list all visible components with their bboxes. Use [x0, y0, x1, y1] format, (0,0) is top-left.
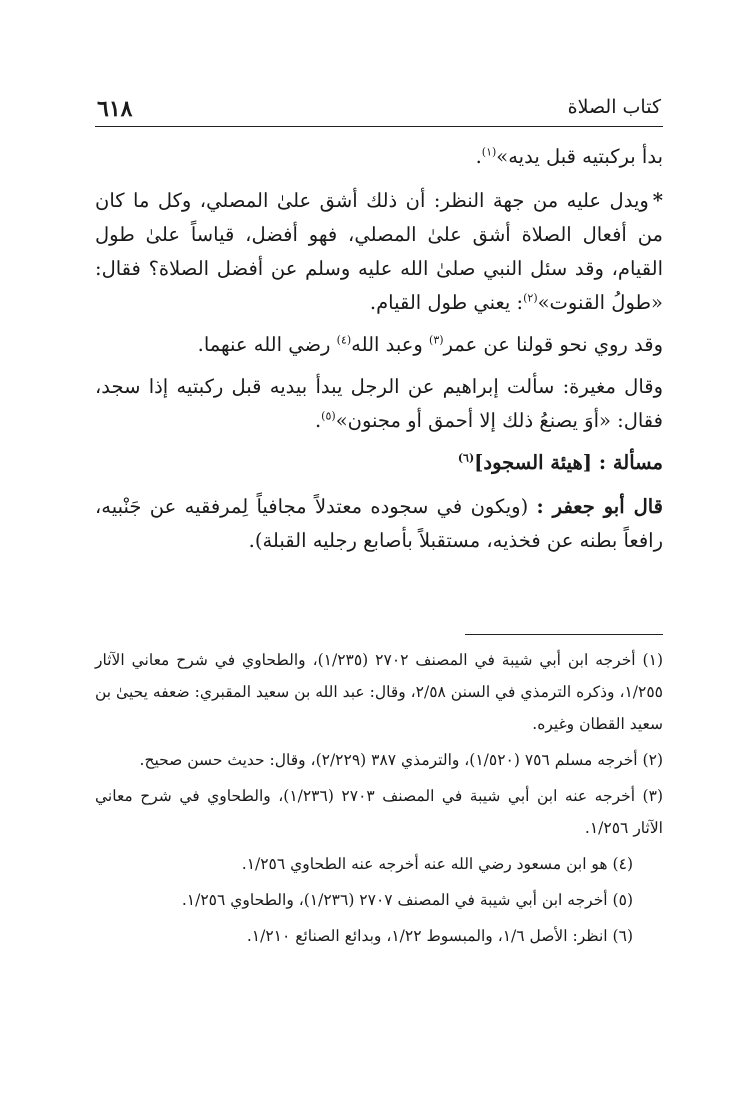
paragraph-5 — [95, 490, 663, 558]
paragraph-tail: . — [314, 409, 322, 432]
footnote-ref-5[interactable]: (٥) — [321, 409, 336, 423]
paragraph-tail: . — [475, 145, 482, 168]
issue-label: مسألة : — [598, 451, 663, 474]
footnote — [95, 920, 663, 952]
footnote — [95, 780, 663, 844]
footnote-divider — [465, 634, 663, 635]
footnote-number: (٣) — [642, 787, 663, 805]
footnote-ref-1[interactable]: (١) — [481, 145, 497, 159]
footnote-text: هو ابن مسعود رضي الله عنه أخرجه عنه الطحاوي ١/٢٥٦. — [241, 855, 608, 873]
paragraph-text: بدأ بركبتيه قبل يديه» — [496, 145, 663, 168]
paragraph-text-continued: وعبد الله — [351, 333, 430, 356]
issue-title: [هيئة السجود] — [474, 451, 593, 474]
paragraph-text: ويدل عليه من جهة النظر: أن ذلك أشق علىٰ المصلي، وكل ما كان من أفعال الصلاة أشق علىٰ المصلي، فهو أفضل، قياساً علىٰ طول القيام، وقد سئل النبي صلىٰ الله عليه وسلم عن أفضل الصلاة؟ فقال: «طولُ القنوت» — [95, 189, 663, 314]
footnote — [95, 644, 663, 740]
footnote-ref-4[interactable]: (٤) — [336, 333, 352, 347]
paragraph-text: وقد روي نحو قولنا عن عمر — [443, 333, 663, 356]
footnote-number: (١) — [642, 651, 663, 669]
footnote — [95, 884, 663, 916]
paragraph-text-continued: : يعني طول القيام. — [369, 291, 524, 314]
running-title: كتاب الصلاة — [567, 96, 661, 118]
footnote-text: أخرجه مسلم ٧٥٦ (١/٥٢٠)، والترمذي ٣٨٧ (٢/٢٢٩)، وقال: حديث حسن صحيح. — [139, 751, 638, 769]
footnote-number: (٤) — [612, 855, 633, 873]
footnote — [95, 848, 663, 880]
footnote-ref-3[interactable]: (٣) — [429, 333, 444, 347]
footnote-number: (٥) — [612, 891, 633, 909]
footnotes — [95, 644, 663, 956]
paragraph-text-end: رضي الله عنهما. — [197, 333, 337, 356]
main-text — [95, 140, 663, 566]
footnote-text: أخرجه عنه ابن أبي شيبة في المصنف ٢٧٠٣ (١/٢٣٦)، والطحاوي في شرح معاني الآثار ١/٢٥٦. — [95, 787, 663, 837]
paragraph-2 — [95, 184, 663, 320]
footnote-number: (٢) — [642, 751, 663, 769]
footnote-text: أخرجه ابن أبي شيبة في المصنف ٢٧٠٧ (١/٢٣٦)، والطحاوي ١/٢٥٦. — [181, 891, 608, 909]
page-number: ٦١٨ — [97, 96, 133, 122]
speaker-lead: قال أبو جعفر : — [536, 495, 664, 518]
footnote-ref-6[interactable]: (٦) — [457, 451, 475, 465]
footnote-ref-2[interactable]: (٢) — [523, 291, 538, 305]
footnote — [95, 744, 663, 776]
paragraph-4 — [95, 370, 663, 438]
paragraph-3 — [95, 328, 663, 362]
paragraph-text: وقال مغيرة: سألت إبراهيم عن الرجل يبدأ بيديه قبل ركبتيه إذا سجد، فقال: «أوَ يصنعُ ذلك إلا أحمق أو مجنون» — [95, 375, 663, 432]
paragraph-1 — [95, 140, 663, 174]
page-header — [95, 92, 663, 127]
footnote-text: أخرجه ابن أبي شيبة في المصنف ٢٧٠٢ (١/٢٣٥)، والطحاوي في شرح معاني الآثار ١/٢٥٥، وذكره الترمذي في السنن ٢/٥٨، وقال: عبد الله بن سعيد المقبري: ضعفه يحيىٰ بن سعيد القطان وغيره. — [95, 651, 663, 733]
paragraph-text: (ويكون في سجوده معتدلاً مجافياً لِمرفقيه عن جَنْبيه، رافعاً بطنه عن فخذيه، مستقبلاً بأصابع رجليه القبلة). — [95, 495, 663, 552]
footnote-text: انظر: الأصل ١/٦، والمبسوط ١/٢٢، وبدائع الصنائع ١/٢١٠. — [246, 927, 608, 945]
issue-heading — [95, 446, 663, 480]
star-marker: * — [652, 189, 663, 212]
footnote-number: (٦) — [612, 927, 633, 945]
